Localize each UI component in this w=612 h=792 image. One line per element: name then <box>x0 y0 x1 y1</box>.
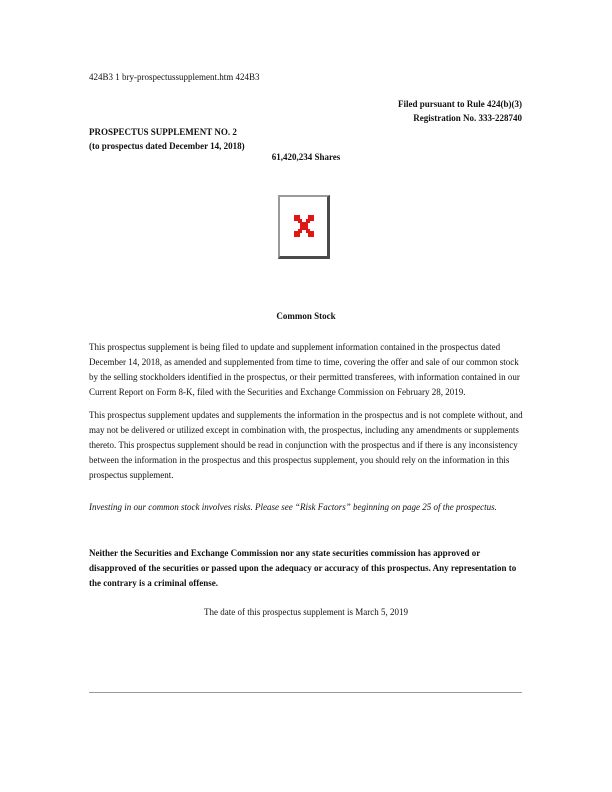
risk-factors-note: Investing in our common stock involves risks. Please see “Risk Factors” beginning on page 25 of the prospectus. <box>89 502 497 512</box>
supplement-date: The date of this prospectus supplement is March 5, 2019 <box>204 607 408 617</box>
broken-image-icon <box>294 215 314 237</box>
document-header-line: 424B3 1 bry-prospectussupplement.htm 424B3 <box>89 72 260 82</box>
intro-paragraph: This prospectus supplement is being filed to update and supplement information contained in the prospectus dated December 14, 2018, as amended and supplemented from time to time, covering the offer and sale of our common stock by the selling stockholders identified in the prospectus, or their permitted transferees, with information contained in our Current Report on Form 8-K, filed with the Securities and Exchange Commission on February 28, 2019. <box>89 342 520 397</box>
sec-disclaimer: Neither the Securities and Exchange Commission nor any state securities commission has approved or disapproved of the securities or passed upon the adequacy or accuracy of this prospectus. Any representation to the contrary is a criminal offense. <box>89 548 517 588</box>
supplement-title: PROSPECTUS SUPPLEMENT NO. 2 <box>89 127 237 137</box>
registration-number: Registration No. 333-228740 <box>413 113 522 123</box>
horizontal-divider <box>89 692 522 693</box>
filing-info <box>398 97 522 125</box>
security-type: Common Stock <box>276 311 336 321</box>
supplement-heading <box>89 125 245 153</box>
supplement-paragraph: This prospectus supplement updates and supplements the information in the prospectus and is not complete without, and may not be delivered or utilized except in combination with, the prospectus, including any amendments or supplements thereto. This prospectus supplement should be read in conjunction with the prospectus and if there is any inconsistency between the information in the prospectus and this prospectus supplement, you should rely on the information in this prospectus supplement. <box>89 410 523 480</box>
supplement-dated: (to prospectus dated December 14, 2018) <box>89 141 245 151</box>
filing-rule: Filed pursuant to Rule 424(b)(3) <box>397 99 522 109</box>
company-logo-placeholder <box>278 195 330 259</box>
shares-count: 61,420,234 Shares <box>271 152 341 162</box>
